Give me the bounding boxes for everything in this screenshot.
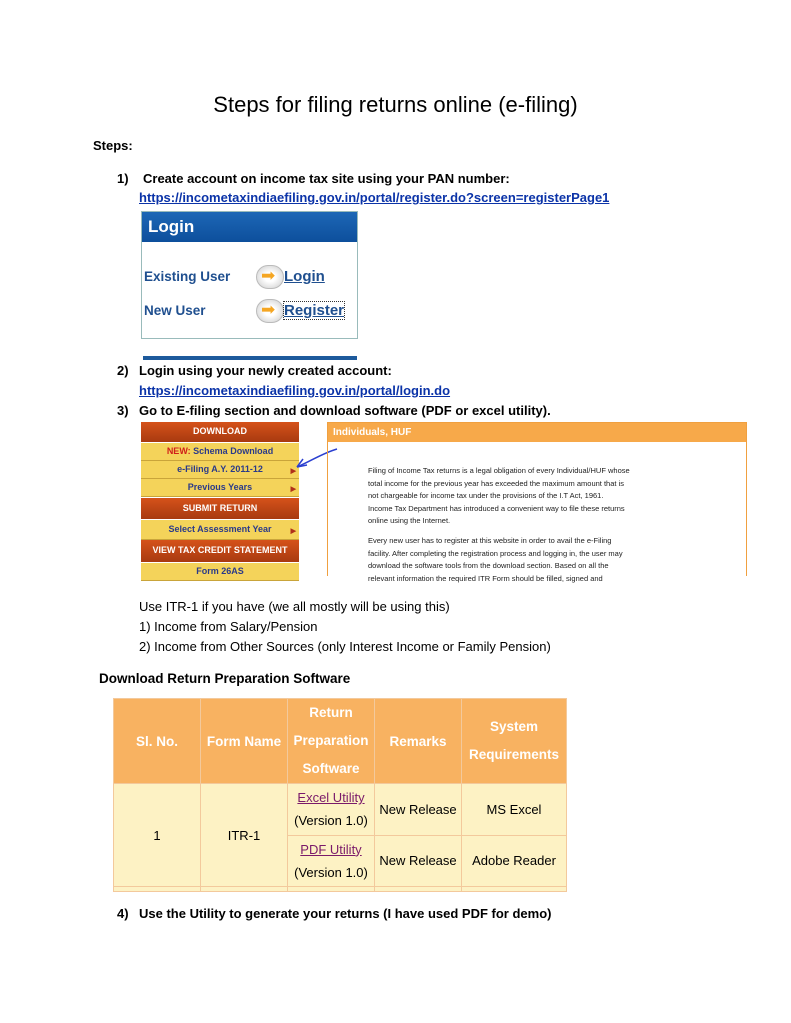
itr-note-line2: 1) Income from Salary/Pension: [139, 619, 318, 634]
text-line: online using the Internet.: [368, 516, 451, 525]
cell-empty: [288, 887, 375, 892]
text-line: Filing of Income Tax returns is a legal obligation of every Individual/HUF whose: [368, 466, 630, 475]
download-software-table: [113, 698, 567, 892]
header-line: Return: [309, 705, 353, 720]
excel-utility-link[interactable]: Excel Utility: [297, 790, 365, 806]
individuals-huf-header: Individuals, HUF: [328, 423, 746, 442]
col-system-requirements: [462, 699, 567, 784]
step2-number: 2): [117, 363, 129, 378]
triangle-right-icon: ▶: [290, 486, 296, 493]
menu-item-form26as[interactable]: Form 26AS: [141, 563, 299, 581]
col-remarks: Remarks: [375, 699, 462, 784]
triangle-right-icon: ▶: [290, 528, 296, 535]
login-panel: [141, 211, 358, 339]
register-link[interactable]: Register: [284, 302, 345, 319]
itr-note-line3: 2) Income from Other Sources (only Interest Income or Family Pension): [139, 639, 551, 654]
menu-item-select-year[interactable]: [141, 520, 299, 540]
version-text: (Version 1.0): [294, 864, 368, 880]
new-badge: NEW:: [166, 446, 191, 456]
table-row: [114, 784, 567, 836]
cell-requirements: Adobe Reader: [462, 835, 567, 887]
panel-paragraph-2: [368, 535, 708, 585]
individuals-huf-panel: [327, 422, 747, 583]
arrow-right-icon: [256, 265, 284, 289]
table-row-partial: [114, 887, 567, 892]
new-user-label: New User: [144, 303, 206, 318]
cell-utility: [288, 784, 375, 836]
pdf-utility-link[interactable]: PDF Utility: [300, 841, 362, 857]
step2-text: Login using your newly created account:: [139, 363, 392, 378]
efiling-label: e-Filing A.Y. 2011-12: [177, 464, 263, 474]
cell-requirements: MS Excel: [462, 784, 567, 836]
download-menu-header: DOWNLOAD: [141, 422, 299, 442]
step4-text: Use the Utility to generate your returns (I have used PDF for demo): [139, 906, 552, 921]
submit-return-header: SUBMIT RETURN: [141, 498, 299, 519]
header-line: System: [489, 719, 539, 734]
header-line: Software: [302, 761, 360, 776]
download-menu: [141, 422, 299, 575]
cell-remarks: New Release: [375, 835, 462, 887]
col-form-name: Form Name: [201, 699, 288, 784]
login-panel-header: Login: [142, 212, 357, 242]
login-link[interactable]: Login: [284, 268, 325, 285]
step1-number: 1): [117, 171, 129, 186]
text-line: relevant information the required ITR Form should be filled, signed and: [368, 573, 603, 583]
divider-bar: [143, 356, 357, 360]
menu-item-previous-years[interactable]: [141, 479, 299, 497]
step3-number: 3): [117, 403, 129, 418]
existing-user-label: Existing User: [144, 269, 231, 284]
col-sl-no: Sl. No.: [114, 699, 201, 784]
panel-paragraph-1: [368, 465, 708, 528]
header-line: Preparation: [293, 733, 369, 748]
triangle-right-icon: ▶: [290, 468, 296, 475]
table-header-row: [114, 699, 567, 784]
register-url-link[interactable]: https://incometaxindiaefiling.gov.in/portal/register.do?screen=registerPage1: [139, 190, 610, 205]
view-tax-credit-header: VIEW TAX CREDIT STATEMENT: [141, 540, 299, 562]
cell-sl-no: 1: [114, 784, 201, 887]
cell-form-name: ITR-1: [201, 784, 288, 887]
version-text: (Version 1.0): [294, 813, 368, 829]
cell-empty: [462, 887, 567, 892]
schema-download-label: Schema Download: [193, 446, 274, 456]
col-return-prep-software: [288, 699, 375, 784]
cell-remarks: New Release: [375, 784, 462, 836]
step1-text: Create account on income tax site using your PAN number:: [143, 171, 510, 186]
text-line: not chargeable for income tax under the provisions of the I.T Act, 1961.: [368, 491, 604, 500]
itr-note-line1: Use ITR-1 if you have (we all mostly will be using this): [139, 599, 450, 614]
text-line: Income Tax Department has introduced a convenient way to file these returns: [368, 503, 625, 513]
text-line: download the software tools from the download section. Based on all the: [368, 561, 609, 570]
menu-item-schema-download[interactable]: [141, 443, 299, 461]
cell-empty: [375, 887, 462, 892]
step4-number: 4): [117, 906, 129, 921]
login-url-link[interactable]: https://incometaxindiaefiling.gov.in/portal/login.do: [139, 383, 451, 398]
select-year-label: Select Assessment Year: [168, 524, 272, 534]
cell-empty: [201, 887, 288, 892]
page-title: Steps for filing returns online (e-filing): [213, 92, 578, 117]
header-line: Requirements: [468, 747, 560, 762]
text-line: Every new user has to register at this website in order to avail the e-Filing: [368, 536, 612, 545]
text-line: facility. After completing the registration process and logging in, the user may: [368, 548, 623, 558]
steps-label: Steps:: [93, 138, 133, 153]
text-line: total income for the previous year has exceeded the maximum amount that is: [368, 478, 624, 488]
cell-empty: [114, 887, 201, 892]
menu-item-efiling[interactable]: [141, 461, 299, 479]
step3-text: Go to E-filing section and download software (PDF or excel utility).: [139, 403, 551, 418]
download-heading: Download Return Preparation Software: [99, 671, 351, 686]
cell-utility: [288, 835, 375, 887]
previous-years-label: Previous Years: [187, 482, 253, 492]
arrow-right-icon: [256, 299, 284, 323]
